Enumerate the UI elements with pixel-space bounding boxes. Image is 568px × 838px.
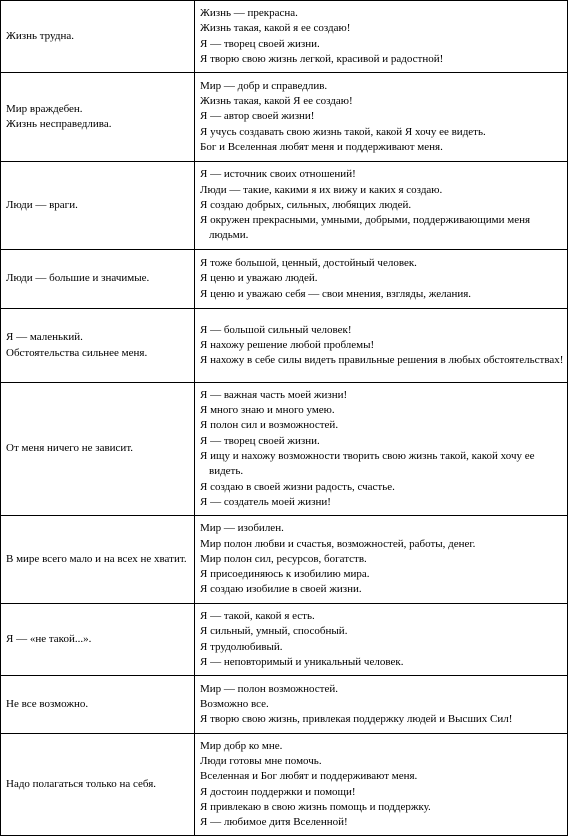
affirmation-line: Я — создатель моей жизни! [200,495,331,508]
belief-cell [1,73,195,162]
affirmation-line: Я творю свою жизнь, привлекая поддержку людей и Высших Сил! [200,713,513,726]
belief-line: Люди — большие и значимые. [6,272,150,285]
affirmation-line: Я сильный, умный, способный. [200,625,348,638]
table-row [1,604,568,676]
table-row [1,162,568,250]
affirmation-line: Я — неповторимый и уникальный человек. [200,655,404,668]
belief-cell [1,604,195,676]
affirmations-cell [195,676,568,734]
affirmation-line: Я полон сил и возможностей. [200,419,339,432]
belief-cell [1,250,195,309]
affirmation-line: Я творю свою жизнь легкой, красивой и радостной! [200,52,444,65]
affirmation-line: Возможно все. [200,697,269,710]
affirmation-line: Я ценю и уважаю людей. [200,272,318,285]
affirmation-line: Я нахожу в себе силы видеть правильные решения в любых обстоятельствах! [200,354,564,367]
affirmation-line: Люди готовы мне помочь. [200,754,322,767]
affirmation-line: Мир — добр и справедлив. [200,79,328,92]
affirmation-line: Я нахожу решение любой проблемы! [200,338,375,351]
table-row [1,383,568,516]
table-row [1,676,568,734]
affirmation-line: Я — любимое дитя Вселенной! [200,816,348,829]
affirmation-line: Я учусь создавать свою жизнь такой, какой Я хочу ее видеть. [200,125,486,138]
affirmation-line: Я — важная часть моей жизни! [200,388,348,401]
affirmation-line: Я — автор своей жизни! [200,110,315,123]
belief-line: Люди — враги. [6,198,78,211]
affirmation-line: Я достоин поддержки и помощи! [200,785,356,798]
affirmation-line: Мир полон сил, ресурсов, богатств. [200,552,367,565]
affirmation-line: Жизнь такая, какой Я ее создаю! [200,95,353,108]
belief-cell [1,1,195,73]
belief-line: Жизнь несправедлива. [6,118,112,130]
affirmations-cell [195,734,568,836]
affirmation-line: Я тоже большой, ценный, достойный человек. [200,257,417,270]
belief-line: Жизнь трудна. [6,29,74,42]
affirmation-line: Мир полон любви и счастья, возможностей, работы, денег. [200,537,476,550]
affirmation-line: Мир — полон возможностей. [200,682,338,695]
belief-cell [1,676,195,734]
affirmations-cell [195,162,568,250]
affirmation-line: Мир — изобилен. [200,522,284,535]
affirmations-cell [195,73,568,162]
table-row [1,734,568,836]
affirmation-line: Я — творец своей жизни. [200,434,320,447]
affirmations-cell [195,383,568,516]
belief-cell [1,734,195,836]
affirmation-line: Я ценю и уважаю себя — свои мнения, взгляды, желания. [200,287,472,300]
affirmation-line: Я присоединяюсь к изобилию мира. [200,568,370,581]
affirmations-cell [195,604,568,676]
affirmation-line: Я — творец своей жизни. [200,37,320,50]
affirmation-line: Я окружен прекрасными, умными, добрыми, поддерживающими меня людьми. [200,214,531,242]
belief-line: Надо полагаться только на себя. [6,777,157,790]
affirmation-line: Я создаю в своей жизни радость, счастье. [200,480,395,493]
affirmations-cell [195,309,568,383]
belief-line: Обстоятельства сильнее меня. [6,346,148,359]
affirmation-line: Жизнь такая, какой я ее создаю! [200,22,351,35]
affirmation-line: Жизнь — прекрасна. [200,6,298,19]
table-row [1,250,568,309]
belief-line: Я — маленький. [6,331,83,344]
table-row [1,1,568,73]
affirmation-line: Я создаю добрых, сильных, любящих людей. [200,198,412,211]
table-row [1,73,568,162]
affirmation-line: Я много знаю и много умею. [200,404,335,417]
belief-line: Мир враждебен. [6,102,83,115]
affirmation-line: Я трудолюбивый. [200,640,283,653]
affirmation-line: Люди — такие, какими я их вижу и каких я создаю. [200,183,443,196]
belief-cell [1,162,195,250]
affirmation-line: Я — большой сильный человек! [200,323,352,336]
affirmation-line: Я создаю изобилие в своей жизни. [200,583,362,596]
table-row [1,516,568,604]
affirmation-line: Я — источник своих отношений! [200,168,356,181]
affirmation-line: Бог и Вселенная любят меня и поддерживают меня. [200,140,443,153]
affirmation-line: Я привлекаю в свою жизнь помощь и поддержку. [200,800,431,813]
belief-cell [1,516,195,604]
affirmation-line: Я ищу и нахожу возможности творить свою жизнь такой, какой хочу ее видеть. [200,450,535,478]
belief-line: От меня ничего не зависит. [6,442,134,455]
belief-cell [1,383,195,516]
affirmation-line: Я — такой, какой я есть. [200,609,315,622]
belief-line: В мире всего мало и на всех не хватит. [6,552,187,565]
affirmation-line: Вселенная и Бог любят и поддерживают меня. [200,770,418,783]
belief-line: Я — «не такой...». [6,632,92,645]
affirmations-cell [195,250,568,309]
affirmations-cell [195,516,568,604]
affirmations-cell [195,1,568,73]
belief-line: Не все возможно. [6,697,89,710]
table-row [1,309,568,383]
belief-cell [1,309,195,383]
affirmation-line: Мир добр ко мне. [200,739,283,752]
